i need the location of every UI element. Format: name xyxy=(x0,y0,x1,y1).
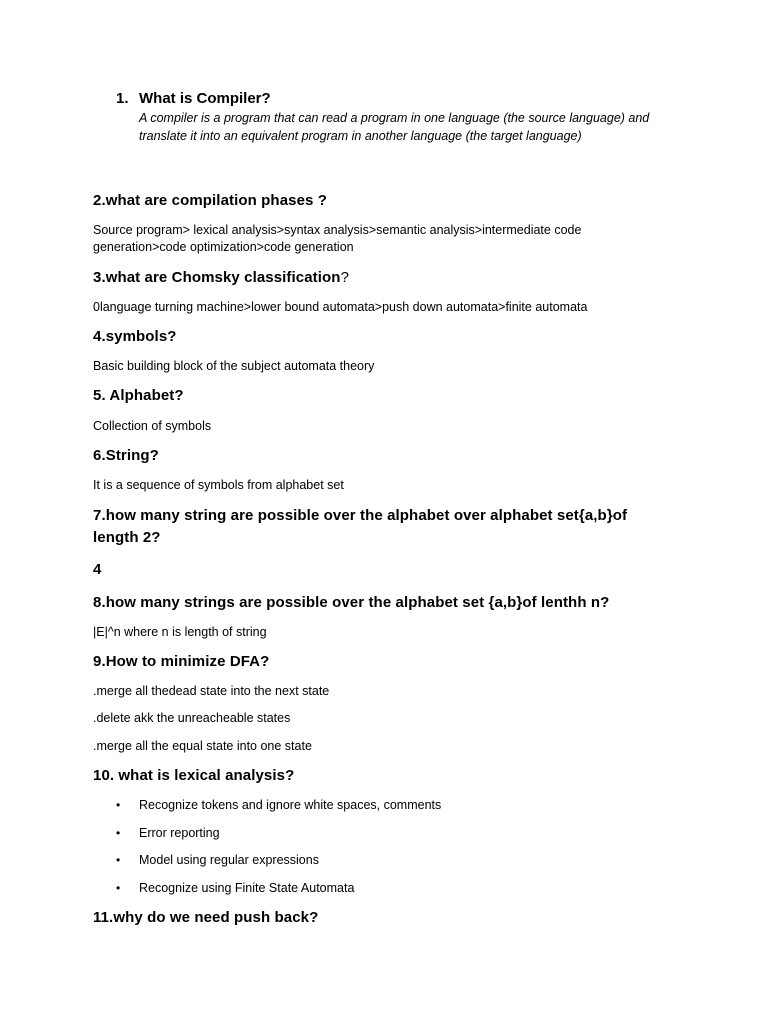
question-9-step: .merge all thedead state into the next state xyxy=(93,684,330,698)
question-1-title-line xyxy=(116,89,688,109)
list-item-text: Recognize tokens and ignore white spaces, comments xyxy=(139,798,442,812)
bullet-icon: • xyxy=(116,798,121,812)
list-item xyxy=(116,880,354,897)
question-1-number: 1. xyxy=(116,90,129,107)
question-3-heading xyxy=(93,267,688,289)
question-9-step: .delete akk the unreacheable states xyxy=(93,711,291,725)
list-item xyxy=(116,825,220,842)
question-8-answer: |E|^n where n is length of string xyxy=(93,625,267,639)
question-1-title: What is Compiler? xyxy=(139,90,271,107)
question-9-title: 9.How to minimize DFA? xyxy=(93,653,270,670)
question-4-answer: Basic building block of the subject automata theory xyxy=(93,359,375,373)
question-7-title-line-1: 7.how many string are possible over the alphabet over alphabet set{a,b}of xyxy=(93,507,628,524)
list-item-text: Model using regular expressions xyxy=(139,853,319,867)
question-1 xyxy=(116,89,688,145)
bullet-icon: • xyxy=(116,881,121,895)
question-4-title: 4.symbols? xyxy=(93,328,177,345)
question-9-step: .merge all the equal state into one state xyxy=(93,739,312,753)
question-11-title: 11.why do we need push back? xyxy=(93,909,319,926)
list-item-text: Error reporting xyxy=(139,826,220,840)
question-3-title-mark: ? xyxy=(340,269,350,286)
list-item-text: Recognize using Finite State Automata xyxy=(139,881,355,895)
question-1-answer-line-1: A compiler is a program that can read a program in one language (the source language) and xyxy=(139,111,650,125)
question-2-answer-line-2: generation>code optimization>code generation xyxy=(93,240,354,254)
question-8-title: 8.how many strings are possible over the alphabet set {a,b}of lenthh n? xyxy=(93,594,610,611)
question-6-title: 6.String? xyxy=(93,447,159,464)
list-item xyxy=(116,852,319,869)
question-2-answer-line-1: Source program> lexical analysis>syntax analysis>semantic analysis>intermediate code xyxy=(93,223,582,237)
question-5-title: 5. Alphabet? xyxy=(93,387,184,404)
question-3-title: 3.what are Chomsky classification xyxy=(93,269,341,286)
question-3-answer: 0language turning machine>lower bound automata>push down automata>finite automata xyxy=(93,300,588,314)
bullet-icon: • xyxy=(116,826,121,840)
question-10-title: 10. what is lexical analysis? xyxy=(93,767,295,784)
bullet-icon: • xyxy=(116,853,121,867)
list-item xyxy=(116,797,441,814)
question-1-answer-line-2: translate it into an equivalent program in another language (the target language) xyxy=(139,129,582,143)
question-7-answer: 4 xyxy=(93,561,102,578)
question-2-title: 2.what are compilation phases ? xyxy=(93,192,327,209)
question-5-answer: Collection of symbols xyxy=(93,419,212,433)
question-7-title-line-2: length 2? xyxy=(93,529,161,546)
question-6-answer: It is a sequence of symbols from alphabet set xyxy=(93,478,344,492)
